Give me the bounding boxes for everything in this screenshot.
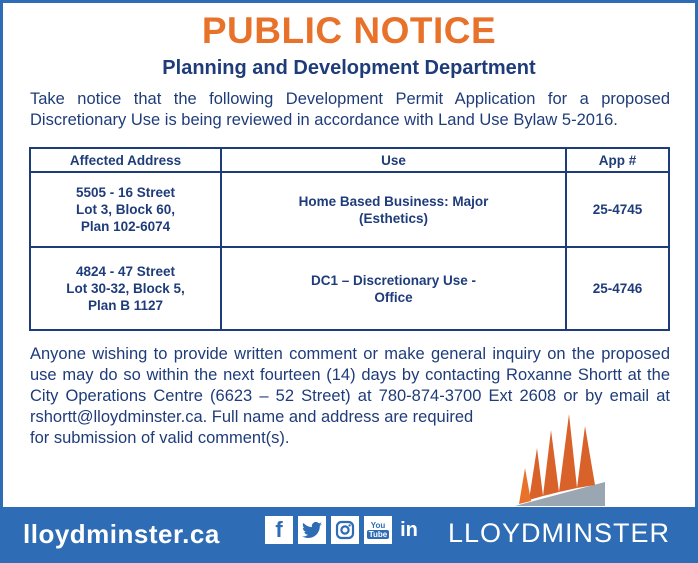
table-header-row: [31, 149, 668, 173]
closing-line: City Operations Centre (6623 – 52 Street) at 780-874-3700 Ext 2608 or by email at: [30, 387, 670, 405]
social-icons: [265, 516, 421, 544]
lloydminster-logo-icon: [515, 408, 605, 506]
use-cell: Home Based Business: Major (Esthetics): [222, 173, 567, 246]
permit-table: [29, 147, 670, 331]
footer-bar: [3, 507, 695, 560]
use-cell: DC1 – Discretionary Use - Office: [222, 248, 567, 329]
youtube-icon[interactable]: [364, 516, 392, 544]
notice-title: PUBLIC NOTICE: [201, 10, 497, 51]
table-row: [31, 173, 668, 248]
youtube-top-text: You: [370, 521, 386, 530]
department-heading: Planning and Development Department: [162, 57, 536, 79]
facebook-icon[interactable]: f: [265, 516, 293, 544]
table-row: [31, 248, 668, 329]
app-number-cell: 25-4745: [592, 202, 643, 217]
closing-line: for submission of valid comment(s).: [30, 429, 290, 447]
header-use: Use: [222, 149, 567, 171]
instagram-icon[interactable]: [331, 516, 359, 544]
closing-line: rshortt@lloydminster.ca. Full name and address are required: [30, 408, 474, 426]
address-cell: 4824 - 47 Street Lot 30-32, Block 5, Plan B 1127: [31, 248, 222, 329]
brand-wordmark: LLOYDMINSTER: [448, 518, 671, 548]
linkedin-icon[interactable]: in: [400, 518, 418, 541]
closing-line: use may do so within the next fourteen (14) days by contacting Roxanne Shortt at the: [30, 366, 670, 384]
address-cell: 5505 - 16 Street Lot 3, Block 60, Plan 102-6074: [31, 173, 222, 246]
website-link[interactable]: lloydminster.ca: [23, 519, 220, 549]
twitter-icon[interactable]: [298, 516, 326, 544]
header-affected-address: Affected Address: [31, 149, 222, 171]
app-number-cell: 25-4746: [592, 281, 643, 296]
closing-line: Anyone wishing to provide written comment or make general inquiry on the proposed: [30, 345, 670, 363]
intro-paragraph: Take notice that the following Development Permit Application for a proposed Discretionary Use is being reviewed in accordance with Land Use Bylaw 5-2016.: [30, 90, 670, 129]
youtube-bottom-text: Tube: [368, 530, 388, 539]
header-app-number: App #: [598, 152, 637, 168]
